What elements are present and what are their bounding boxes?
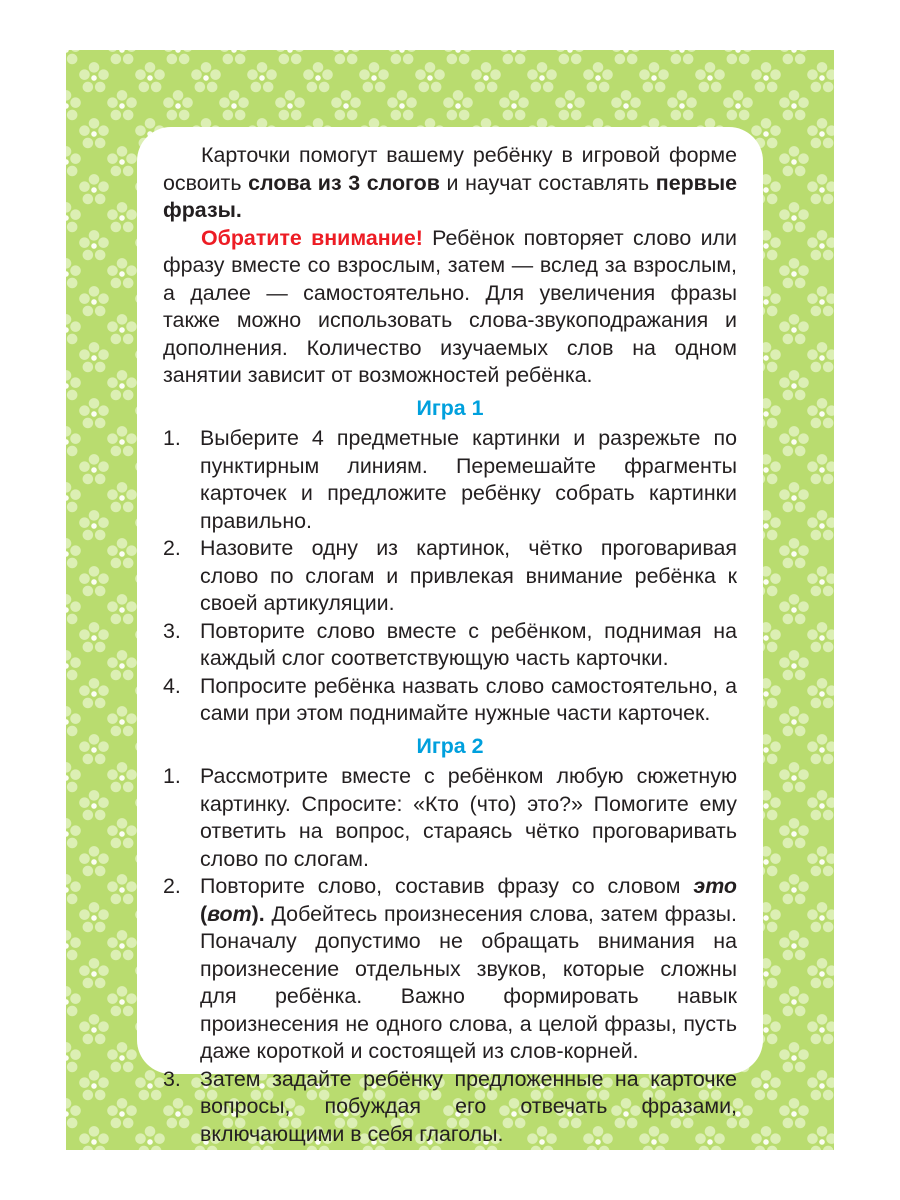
instruction-text xyxy=(163,142,737,1148)
word-vot: вот xyxy=(207,901,252,926)
game2-title: Игра 2 xyxy=(416,733,484,758)
notice-label: Обратите внимание! xyxy=(201,225,423,250)
list-item: 1. Выберите 4 предметные картинки и разрежьте по пунктирным линиям. Перемешайте фрагменты карточек и предложите ребёнку собрать картинки правильно. xyxy=(163,426,737,533)
game2-steps xyxy=(163,763,737,1148)
list-item: 1. Рассмотрите вместе с ребёнком любую сюжетную картинку. Спросите: «Кто (что) это?» Помогите ему ответить на вопрос, стараясь чётко проговаривать слово по слогам. xyxy=(163,764,737,871)
list-item: 3. Повторите слово вместе с ребёнком, поднимая на каждый слог соответствующую часть карточки. xyxy=(163,618,737,670)
list-item: 2. Повторите слово, составив фразу со словом это (вот). Добейтесь произнесения слова, затем фразы. Поначалу допустимо не обращать внимания на произнесение отдельных звуков, которые сложны для ребёнка. Важно формировать навык произнесения не одного слова, а целой фразы, пусть даже короткой и состоящей из слов-корней. xyxy=(163,874,737,1063)
list-item: 4. Попросите ребёнка назвать слово самостоятельно, а сами при этом поднимайте нужные части карточек. xyxy=(163,673,737,725)
intro-paragraph: Карточки помогут вашему ребёнку в игровой форме освоить слова из 3 слогов и научат составлять первые фразы. xyxy=(163,143,737,222)
word-eto: это xyxy=(693,874,737,898)
list-item: 2. Назовите одну из картинок, чётко проговаривая слово по слогам и привлекая внимание ребёнка к своей артикуляции. xyxy=(163,536,737,615)
intro-bold-phrases: первые фразы. xyxy=(163,170,737,222)
game1-steps xyxy=(163,425,737,728)
list-item: 3. Затем задайте ребёнку предложенные на карточке вопросы, побуждая его отвечать фразами, включающими в себя глаголы. xyxy=(163,1066,737,1146)
game1-title: Игра 1 xyxy=(416,395,484,420)
intro-bold-syllables: слова из 3 слогов xyxy=(248,170,440,195)
notice-paragraph: Обратите внимание! Ребёнок повторяет слово или фразу вместе со взрослым, затем — вслед за взрослым, а далее — самостоятельно. Для увеличения фразы также можно использовать слова-звукоподражания и дополнения. Количество изучаемых слов на одном занятии зависит от возможностей ребёнка. xyxy=(163,225,737,387)
